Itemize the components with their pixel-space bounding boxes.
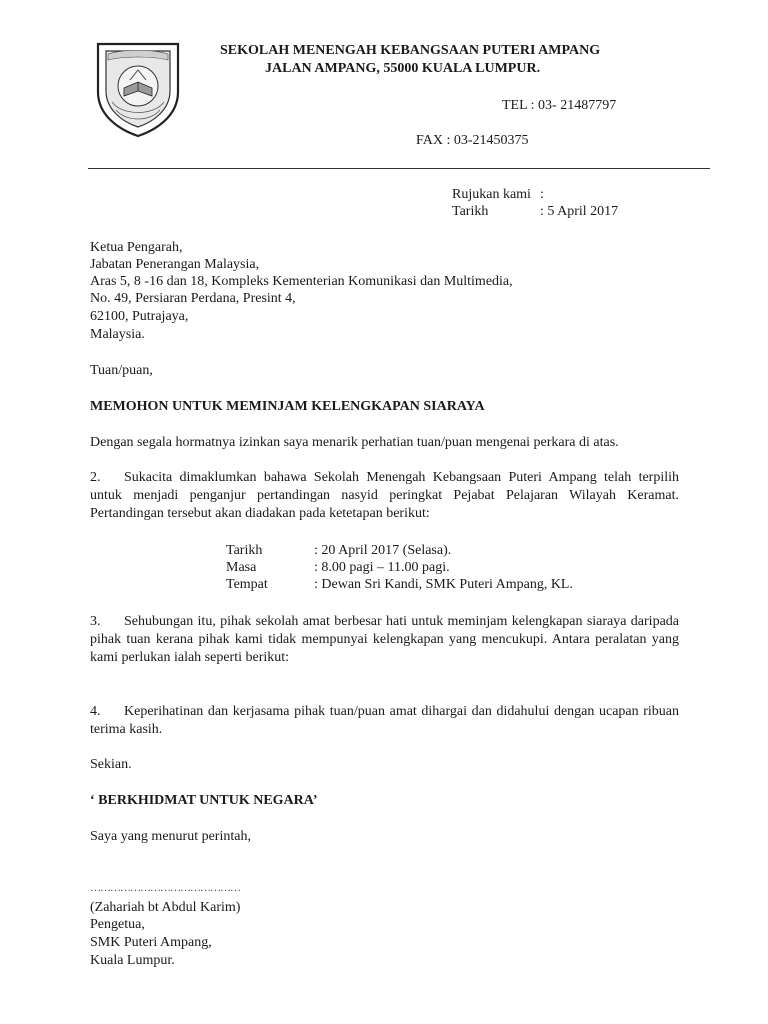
sign-off: Saya yang menurut perintah, — [90, 829, 251, 844]
event-label: Tarikh — [226, 543, 263, 558]
header-divider — [88, 168, 710, 169]
recipient-line: Jabatan Penerangan Malaysia, — [90, 257, 260, 272]
intro-paragraph: Dengan segala hormatnya izinkan saya menarik perhatian tuan/puan mengenai perkara di atas. — [90, 435, 619, 450]
paragraph-text: Sehubungan itu, pihak sekolah amat berbesar hati untuk meminjam kelengkapan siaraya daripada pihak tuan kerana pihak kami tidak mempunyai kelengkapan yang mencukupi. Antara peralatan yang kami perlukan ialah seperti berikut: — [90, 614, 679, 665]
recipient-line: Ketua Pengarah, — [90, 240, 183, 255]
event-value: : Dewan Sri Kandi, SMK Puteri Ampang, KL. — [314, 577, 573, 592]
paragraph-2 — [90, 469, 679, 523]
recipient-line: Malaysia. — [90, 327, 145, 342]
event-row — [226, 576, 573, 593]
signatory-title: Pengetua, — [90, 917, 145, 932]
paragraph-text: Sukacita dimaklumkan bahawa Sekolah Menengah Kebangsaan Puteri Ampang telah terpilih untuk menjadi penganjur pertandingan nasyid peringkat Pejabat Pelajaran Wilayah Keramat. Pertandingan tersebut akan diadakan pada ketetapan berikut: — [90, 470, 679, 521]
signatory-name: (Zahariah bt Abdul Karim) — [90, 900, 241, 915]
letter-subject: MEMOHON UNTUK MEMINJAM KELENGKAPAN SIARAYA — [90, 399, 485, 414]
salutation: Tuan/puan, — [90, 363, 153, 378]
signature-line: ……………………………………… — [90, 882, 240, 894]
event-details — [226, 542, 573, 593]
paragraph-number: 2. — [90, 470, 101, 485]
event-row — [226, 542, 573, 559]
date-label: Tarikh — [452, 204, 489, 219]
paragraph-3 — [90, 613, 679, 667]
recipient-line: Aras 5, 8 -16 dan 18, Kompleks Kementerian Komunikasi dan Multimedia, — [90, 274, 513, 289]
paragraph-4 — [90, 703, 679, 739]
signatory-city: Kuala Lumpur. — [90, 953, 175, 968]
event-value: : 8.00 pagi – 11.00 pagi. — [314, 560, 450, 575]
school-crest-icon — [94, 40, 182, 138]
date-value: : 5 April 2017 — [540, 204, 619, 219]
event-value: : 20 April 2017 (Selasa). — [314, 543, 452, 558]
school-name: SEKOLAH MENENGAH KEBANGSAAN PUTERI AMPANG — [220, 43, 601, 58]
recipient-line: 62100, Putrajaya, — [90, 309, 189, 324]
school-fax: FAX : 03-21450375 — [416, 133, 529, 148]
closing: Sekian. — [90, 757, 132, 772]
signatory-school: SMK Puteri Ampang, — [90, 935, 212, 950]
paragraph-number: 3. — [90, 614, 101, 629]
recipient-line: No. 49, Persiaran Perdana, Presint 4, — [90, 291, 296, 306]
paragraph-text: Keperihatinan dan kerjasama pihak tuan/puan amat dihargai dan didahului dengan ucapan ribuan terima kasih. — [90, 704, 679, 737]
reference-value: : — [540, 187, 544, 202]
event-label: Tempat — [226, 577, 268, 592]
event-label: Masa — [226, 560, 257, 575]
paragraph-number: 4. — [90, 704, 101, 719]
event-row — [226, 559, 573, 576]
school-tel: TEL : 03- 21487797 — [502, 98, 617, 113]
school-address: JALAN AMPANG, 55000 KUALA LUMPUR. — [265, 61, 541, 76]
reference-label: Rujukan kami — [452, 187, 531, 202]
motto: ‘ BERKHIDMAT UNTUK NEGARA’ — [90, 793, 318, 808]
